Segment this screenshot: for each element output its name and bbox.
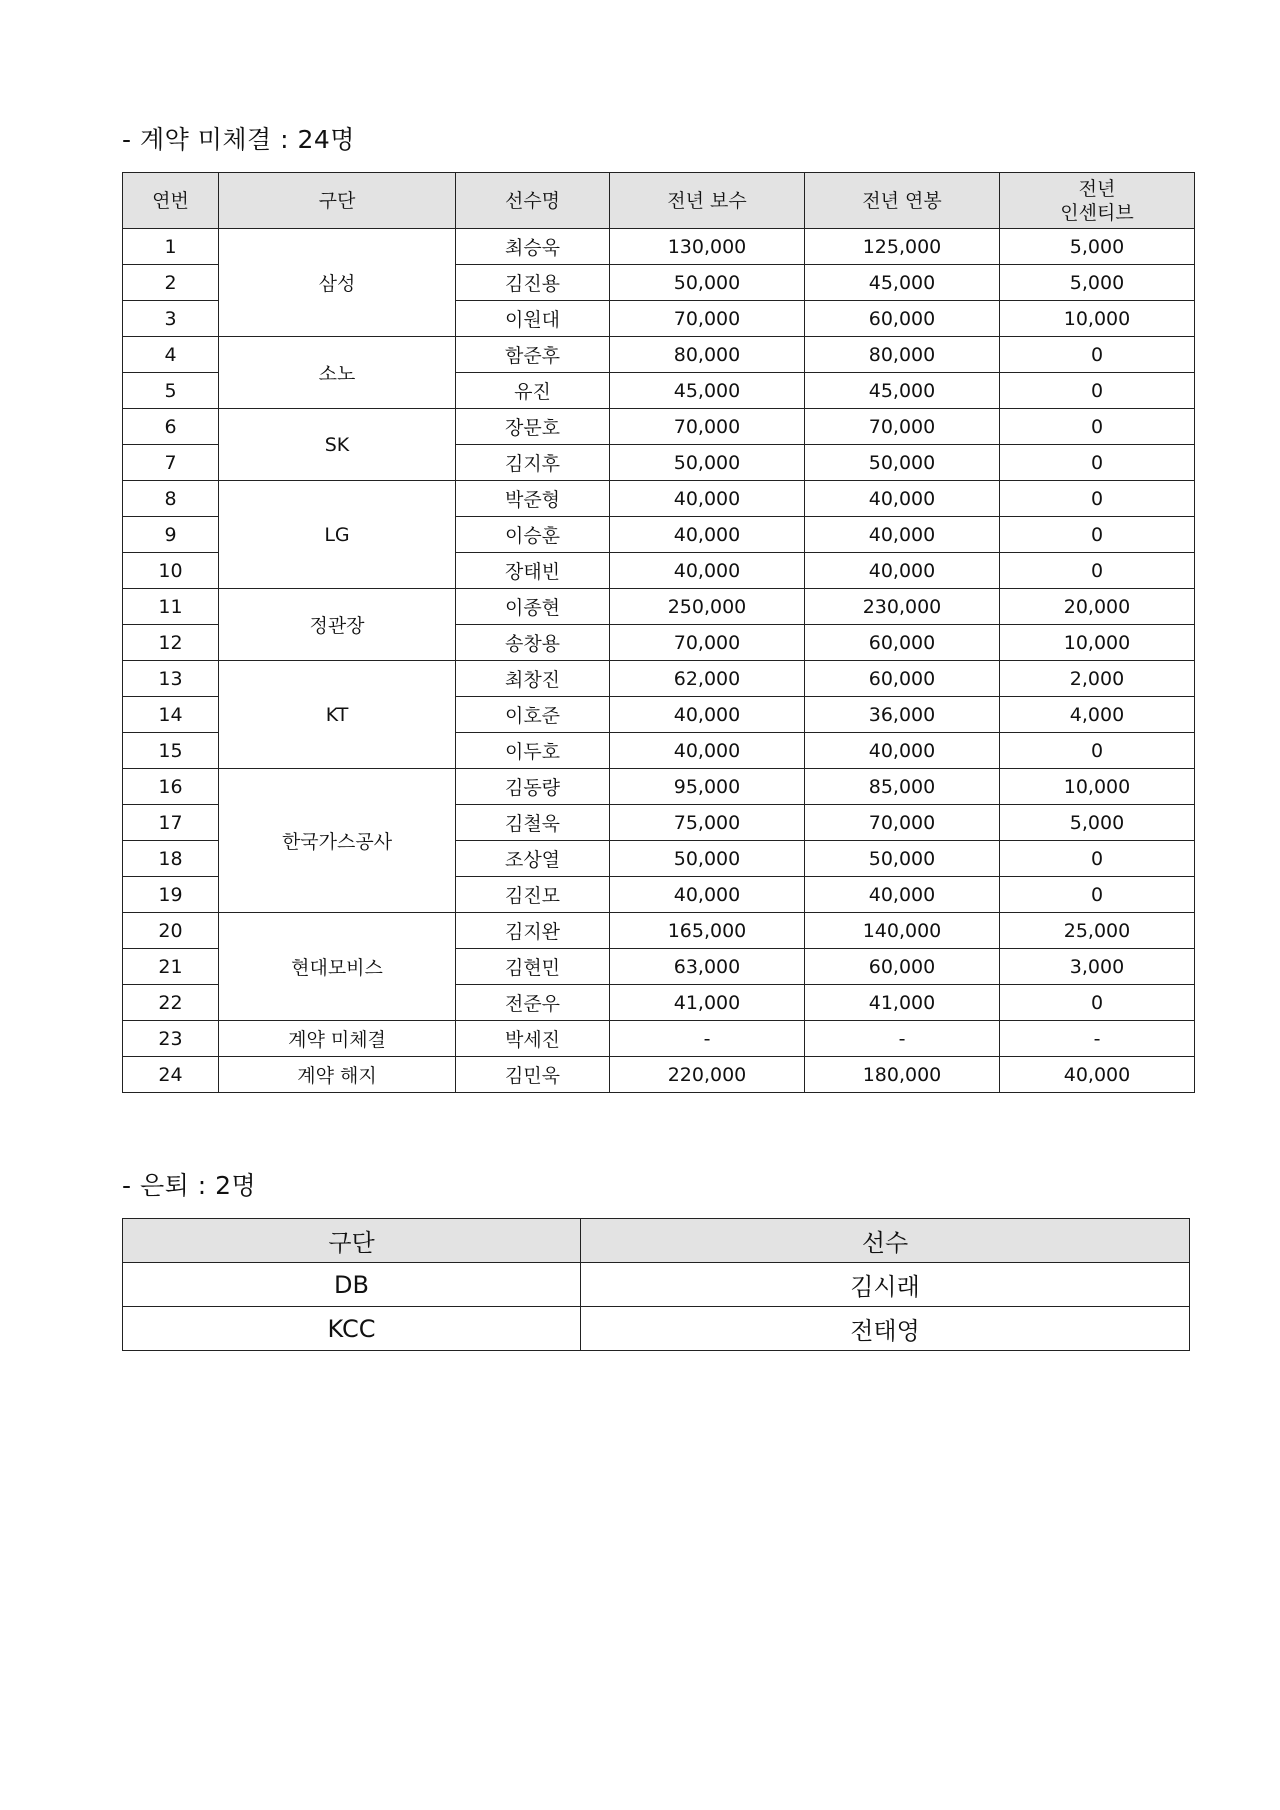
table-header-row: [123, 173, 1195, 229]
prev-incentive-cell: 0: [1000, 841, 1195, 877]
row-no-cell: 5: [123, 373, 219, 409]
row-no-cell: 8: [123, 481, 219, 517]
prev-incentive-cell: 10,000: [1000, 301, 1195, 337]
player-cell: 최승욱: [456, 229, 610, 265]
prev-salary-cell: 45,000: [805, 265, 1000, 301]
row-no-cell: 19: [123, 877, 219, 913]
team-cell: 계약 해지: [219, 1057, 456, 1093]
row-no-cell: 14: [123, 697, 219, 733]
prev-pay-cell: 40,000: [610, 697, 805, 733]
prev-pay-cell: 130,000: [610, 229, 805, 265]
prev-salary-cell: 180,000: [805, 1057, 1000, 1093]
prev-incentive-cell: 0: [1000, 733, 1195, 769]
prev-salary-cell: 45,000: [805, 373, 1000, 409]
retired-players-table-body: [123, 1263, 1190, 1351]
player-cell: 김시래: [581, 1263, 1190, 1307]
prev-salary-cell: 60,000: [805, 949, 1000, 985]
row-no-cell: 12: [123, 625, 219, 661]
player-cell: 이두호: [456, 733, 610, 769]
prev-pay-cell: 70,000: [610, 625, 805, 661]
table-row: [123, 481, 1195, 517]
header-no: 연번: [123, 173, 219, 229]
table-row: [123, 661, 1195, 697]
prev-incentive-cell: 0: [1000, 481, 1195, 517]
row-no-cell: 7: [123, 445, 219, 481]
prev-incentive-cell: 25,000: [1000, 913, 1195, 949]
player-cell: 박준형: [456, 481, 610, 517]
header-player: 선수명: [456, 173, 610, 229]
row-no-cell: 13: [123, 661, 219, 697]
team-cell: SK: [219, 409, 456, 481]
player-cell: 이원대: [456, 301, 610, 337]
header-prev-pay: 전년 보수: [610, 173, 805, 229]
prev-salary-cell: 60,000: [805, 625, 1000, 661]
prev-pay-cell: 62,000: [610, 661, 805, 697]
prev-salary-cell: 40,000: [805, 481, 1000, 517]
header-prev-incentive: [1000, 173, 1195, 229]
prev-incentive-cell: 0: [1000, 877, 1195, 913]
prev-incentive-cell: 5,000: [1000, 805, 1195, 841]
player-cell: 조상열: [456, 841, 610, 877]
header-team: 구단: [219, 173, 456, 229]
table-row: [123, 589, 1195, 625]
player-cell: 김진모: [456, 877, 610, 913]
prev-incentive-cell: 0: [1000, 985, 1195, 1021]
prev-salary-cell: 40,000: [805, 877, 1000, 913]
prev-incentive-cell: 0: [1000, 373, 1195, 409]
player-cell: 이종현: [456, 589, 610, 625]
player-cell: 박세진: [456, 1021, 610, 1057]
prev-incentive-cell: -: [1000, 1021, 1195, 1057]
table-row: [123, 1021, 1195, 1057]
table-row: [123, 337, 1195, 373]
prev-salary-cell: 70,000: [805, 805, 1000, 841]
prev-pay-cell: 50,000: [610, 841, 805, 877]
player-cell: 김현민: [456, 949, 610, 985]
prev-salary-cell: 80,000: [805, 337, 1000, 373]
prev-pay-cell: -: [610, 1021, 805, 1057]
player-cell: 전준우: [456, 985, 610, 1021]
team-cell: 정관장: [219, 589, 456, 661]
table-row: [123, 409, 1195, 445]
player-cell: 이호준: [456, 697, 610, 733]
row-no-cell: 20: [123, 913, 219, 949]
prev-salary-cell: 230,000: [805, 589, 1000, 625]
prev-incentive-cell: 0: [1000, 337, 1195, 373]
table-header-row: [123, 1219, 1190, 1263]
prev-incentive-cell: 0: [1000, 553, 1195, 589]
header-prev-salary: 전년 연봉: [805, 173, 1000, 229]
team-cell: 현대모비스: [219, 913, 456, 1021]
player-cell: 이승훈: [456, 517, 610, 553]
prev-pay-cell: 50,000: [610, 445, 805, 481]
row-no-cell: 3: [123, 301, 219, 337]
prev-salary-cell: 60,000: [805, 661, 1000, 697]
prev-salary-cell: 70,000: [805, 409, 1000, 445]
prev-salary-cell: 40,000: [805, 517, 1000, 553]
team-cell: KT: [219, 661, 456, 769]
prev-incentive-cell: 5,000: [1000, 265, 1195, 301]
player-cell: 장태빈: [456, 553, 610, 589]
prev-salary-cell: 60,000: [805, 301, 1000, 337]
prev-pay-cell: 40,000: [610, 481, 805, 517]
team-cell: LG: [219, 481, 456, 589]
prev-incentive-cell: 40,000: [1000, 1057, 1195, 1093]
prev-salary-cell: 36,000: [805, 697, 1000, 733]
prev-pay-cell: 165,000: [610, 913, 805, 949]
row-no-cell: 17: [123, 805, 219, 841]
prev-pay-cell: 63,000: [610, 949, 805, 985]
player-cell: 유진: [456, 373, 610, 409]
unsigned-contract-table: [122, 172, 1195, 1093]
prev-pay-cell: 40,000: [610, 877, 805, 913]
row-no-cell: 24: [123, 1057, 219, 1093]
prev-pay-cell: 70,000: [610, 409, 805, 445]
prev-salary-cell: 40,000: [805, 553, 1000, 589]
player-cell: 김동량: [456, 769, 610, 805]
header-team: 구단: [123, 1219, 581, 1263]
prev-pay-cell: 41,000: [610, 985, 805, 1021]
row-no-cell: 2: [123, 265, 219, 301]
table-row: [123, 229, 1195, 265]
retired-players-table: [122, 1218, 1190, 1351]
table-row: [123, 913, 1195, 949]
prev-pay-cell: 70,000: [610, 301, 805, 337]
row-no-cell: 23: [123, 1021, 219, 1057]
prev-incentive-cell: 0: [1000, 517, 1195, 553]
player-cell: 김민욱: [456, 1057, 610, 1093]
player-cell: 송창용: [456, 625, 610, 661]
prev-salary-cell: 125,000: [805, 229, 1000, 265]
team-cell: 한국가스공사: [219, 769, 456, 913]
row-no-cell: 21: [123, 949, 219, 985]
prev-pay-cell: 40,000: [610, 553, 805, 589]
prev-incentive-cell: 10,000: [1000, 769, 1195, 805]
player-cell: 함준후: [456, 337, 610, 373]
prev-pay-cell: 45,000: [610, 373, 805, 409]
player-cell: 최창진: [456, 661, 610, 697]
prev-incentive-cell: 0: [1000, 409, 1195, 445]
row-no-cell: 11: [123, 589, 219, 625]
prev-incentive-cell: 4,000: [1000, 697, 1195, 733]
row-no-cell: 1: [123, 229, 219, 265]
unsigned-contract-table-body: [123, 229, 1195, 1093]
prev-salary-cell: 50,000: [805, 445, 1000, 481]
team-cell: KCC: [123, 1307, 581, 1351]
retired-section-title: - 은퇴 : 2명: [122, 1171, 257, 1200]
player-cell: 전태영: [581, 1307, 1190, 1351]
prev-pay-cell: 95,000: [610, 769, 805, 805]
header-player: 선수: [581, 1219, 1190, 1263]
prev-salary-cell: 140,000: [805, 913, 1000, 949]
table-row: [123, 1263, 1190, 1307]
table-row: [123, 1307, 1190, 1351]
prev-pay-cell: 50,000: [610, 265, 805, 301]
prev-incentive-cell: 5,000: [1000, 229, 1195, 265]
row-no-cell: 9: [123, 517, 219, 553]
header-prev-incentive-line1: 전년: [1078, 177, 1116, 200]
team-cell: DB: [123, 1263, 581, 1307]
prev-pay-cell: 80,000: [610, 337, 805, 373]
player-cell: 김지후: [456, 445, 610, 481]
row-no-cell: 6: [123, 409, 219, 445]
prev-pay-cell: 75,000: [610, 805, 805, 841]
player-cell: 김진용: [456, 265, 610, 301]
row-no-cell: 16: [123, 769, 219, 805]
prev-incentive-cell: 20,000: [1000, 589, 1195, 625]
team-cell: 계약 미체결: [219, 1021, 456, 1057]
prev-incentive-cell: 0: [1000, 445, 1195, 481]
prev-incentive-cell: 2,000: [1000, 661, 1195, 697]
team-cell: 삼성: [219, 229, 456, 337]
unsigned-section-title: - 계약 미체결 : 24명: [122, 125, 355, 154]
table-row: [123, 1057, 1195, 1093]
prev-salary-cell: 50,000: [805, 841, 1000, 877]
table-row: [123, 769, 1195, 805]
row-no-cell: 18: [123, 841, 219, 877]
prev-salary-cell: -: [805, 1021, 1000, 1057]
team-cell: 소노: [219, 337, 456, 409]
prev-incentive-cell: 3,000: [1000, 949, 1195, 985]
player-cell: 김지완: [456, 913, 610, 949]
row-no-cell: 4: [123, 337, 219, 373]
prev-incentive-cell: 10,000: [1000, 625, 1195, 661]
prev-salary-cell: 41,000: [805, 985, 1000, 1021]
player-cell: 김철욱: [456, 805, 610, 841]
prev-pay-cell: 40,000: [610, 517, 805, 553]
prev-pay-cell: 250,000: [610, 589, 805, 625]
row-no-cell: 10: [123, 553, 219, 589]
prev-salary-cell: 40,000: [805, 733, 1000, 769]
prev-salary-cell: 85,000: [805, 769, 1000, 805]
prev-pay-cell: 40,000: [610, 733, 805, 769]
row-no-cell: 15: [123, 733, 219, 769]
prev-pay-cell: 220,000: [610, 1057, 805, 1093]
row-no-cell: 22: [123, 985, 219, 1021]
header-prev-incentive-line2: 인센티브: [1060, 201, 1134, 224]
player-cell: 장문호: [456, 409, 610, 445]
